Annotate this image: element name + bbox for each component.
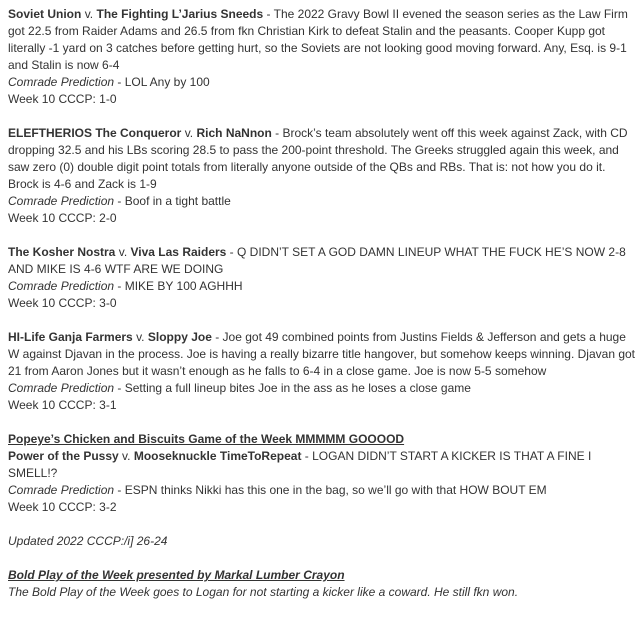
team-name-away: The Fighting L’Jarius Sneeds (96, 7, 264, 21)
gotw-header: Popeye’s Chicken and Biscuits Game of the Week MMMMM GOOOOD (8, 432, 405, 446)
team-name-away: Viva Las Raiders (130, 245, 227, 259)
cccp-record: Week 10 CCCP: 3-1 (8, 398, 117, 412)
team-name-home: Power of the Pussy (8, 449, 119, 463)
versus-label: v. (136, 330, 145, 344)
prediction-label: Comrade Prediction (8, 75, 115, 89)
bold-play-header: Bold Play of the Week presented by Markal Lumber Crayon (8, 568, 345, 582)
game-of-the-week (8, 431, 636, 516)
matchup-4 (8, 329, 636, 414)
prediction-line (8, 380, 636, 397)
prediction-line (8, 278, 636, 295)
recap-text: - LOGAN DIDN’T START A KICKER IS THAT A FINE I SMELL!? (8, 449, 592, 480)
versus-label: v. (122, 449, 131, 463)
matchup-recap (8, 244, 636, 278)
matchup-1 (8, 6, 636, 108)
team-name-away: Sloppy Joe (147, 330, 212, 344)
prediction-text: - LOL Any by 100 (114, 75, 210, 89)
prediction-line (8, 482, 636, 499)
team-name-away: Rich NaNnon (196, 126, 272, 140)
team-name-away: Mooseknuckle TimeToRepeat (133, 449, 302, 463)
cccp-record: Week 10 CCCP: 3-2 (8, 500, 117, 514)
matchup-recap (8, 125, 636, 193)
recap-text: - Q DIDN’T SET A GOD DAMN LINEUP WHAT THE FUCK HE’S NOW 2-8 AND MIKE IS 4-6 WTF ARE WE DOING (8, 245, 626, 276)
prediction-label: Comrade Prediction (8, 381, 115, 395)
matchup-recap (8, 6, 636, 74)
prediction-text: - ESPN thinks Nikki has this one in the bag, so we’ll go with that HOW BOUT EM (114, 483, 547, 497)
prediction-text: - MIKE BY 100 AGHHH (114, 279, 243, 293)
prediction-label: Comrade Prediction (8, 194, 115, 208)
updated-record: Updated 2022 CCCP:/i] 26-24 (8, 534, 168, 548)
versus-label: v. (184, 126, 194, 140)
prediction-text: - Boof in a tight battle (114, 194, 231, 208)
matchup-recap (8, 448, 636, 482)
team-name-home: HI-Life Ganja Farmers (8, 330, 133, 344)
cccp-record: Week 10 CCCP: 3-0 (8, 296, 117, 310)
prediction-line (8, 74, 636, 91)
bold-play-section (8, 567, 636, 601)
prediction-label: Comrade Prediction (8, 483, 115, 497)
recap-text: - Brock’s team absolutely went off this week against Zack, with CD dropping 32.5 and his LBs scoring 28.5 to pass the 200-point threshold. The Greeks struggled again this week, and saw zero (0) double digit point totals from literally anyone outside of the QBs and RBs. That is: not how you do it. Brock is 4-6 and Zack is 1-9 (8, 126, 628, 191)
prediction-label: Comrade Prediction (8, 279, 115, 293)
cccp-record: Week 10 CCCP: 1-0 (8, 92, 117, 106)
updated-record-section (8, 533, 636, 550)
team-name-home: The Kosher Nostra (8, 245, 116, 259)
team-name-home: ELEFTHERIOS The Conqueror (8, 126, 182, 140)
bold-play-text: The Bold Play of the Week goes to Logan for not starting a kicker like a coward. He still fkn won. (8, 585, 519, 599)
recap-text: - The 2022 Gravy Bowl II evened the season series as the Law Firm got 22.5 from Raider Adams and 26.5 from fkn Christian Kirk to defeat Stalin and the peasants. Cooper Kupp got literally -1 yard on 3 catches before getting hurt, so the Soviets are not looking good moving forward. Any, Esq. is 9-1 and Stalin is now 6-4 (8, 7, 628, 72)
versus-label: v. (84, 7, 94, 21)
prediction-text: - Setting a full lineup bites Joe in the ass as he loses a close game (114, 381, 471, 395)
matchup-recap (8, 329, 636, 380)
cccp-record: Week 10 CCCP: 2-0 (8, 211, 117, 225)
prediction-line (8, 193, 636, 210)
matchup-3 (8, 244, 636, 312)
recap-text: - Joe got 49 combined points from Justins Fields & Jefferson and gets a huge W against Djavan in the process. Joe is having a really bizarre title hangover, but somehow keeps winning. Djavan got 21 from Aaron Jones but it wasn’t enough as he falls to 6-4 in a close game. Joe is now 5-5 somehow (8, 330, 636, 378)
versus-label: v. (118, 245, 128, 259)
matchup-2 (8, 125, 636, 227)
team-name-home: Soviet Union (8, 7, 82, 21)
